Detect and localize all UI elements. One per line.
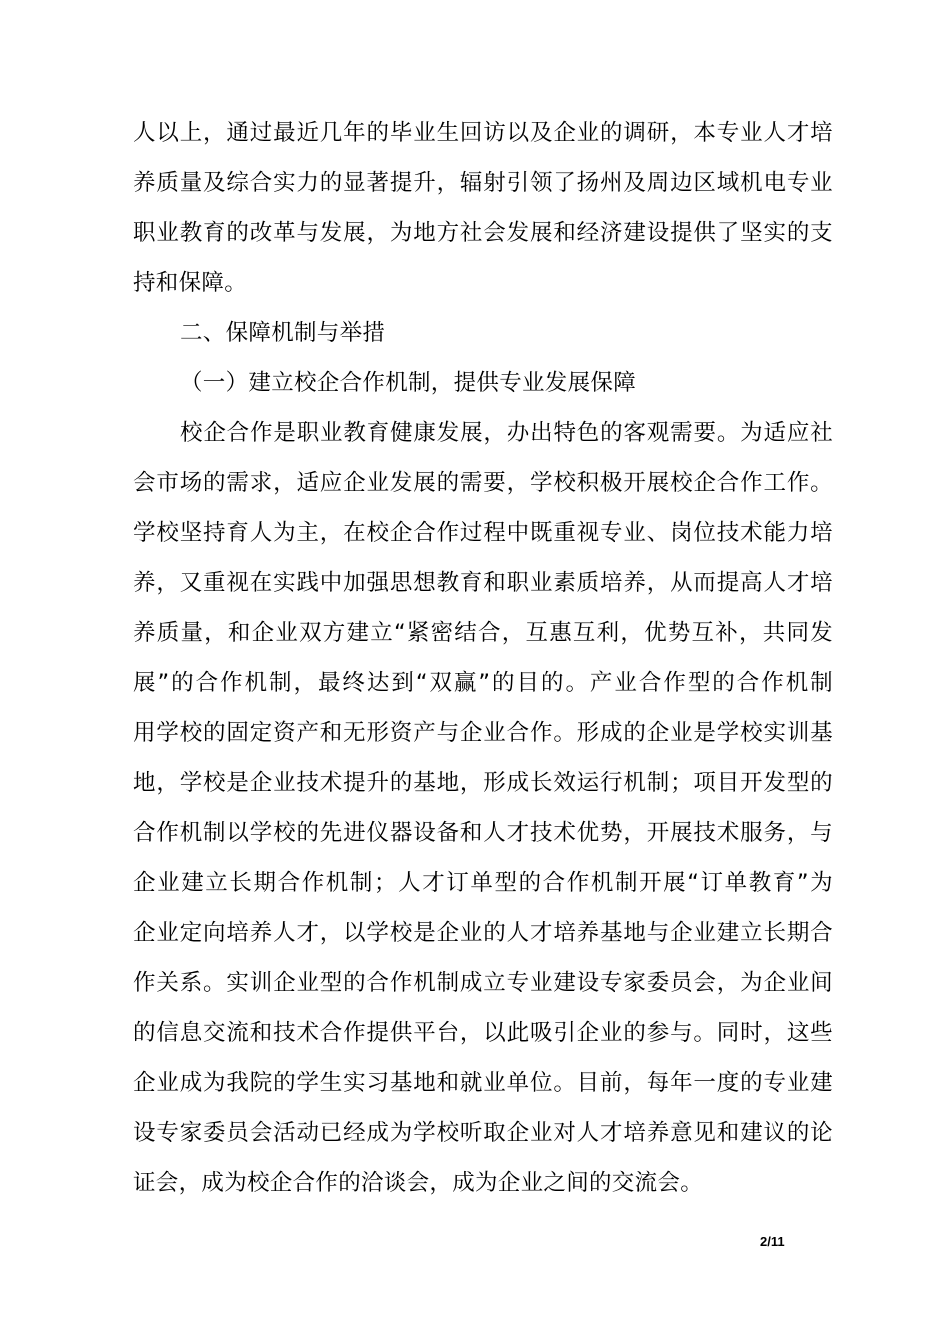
section-heading: 二、保障机制与举措 bbox=[180, 320, 386, 346]
paragraph-line: 企业定向培养人才，以学校是企业的人才培养基地与企业建立长期合 bbox=[133, 920, 833, 946]
paragraph-line: 合作机制以学校的先进仪器设备和人才技术优势，开展技术服务，与 bbox=[133, 820, 833, 846]
paragraph-line: 人以上，通过最近几年的毕业生回访以及企业的调研，本专业人才培 bbox=[133, 120, 833, 146]
paragraph-line: 养，又重视在实践中加强思想教育和职业素质培养，从而提高人才培 bbox=[133, 570, 833, 596]
paragraph-line: 会市场的需求，适应企业发展的需要，学校积极开展校企合作工作。 bbox=[133, 470, 833, 496]
paragraph-line: 持和保障。 bbox=[133, 270, 248, 296]
paragraph-line: 职业教育的改革与发展，为地方社会发展和经济建设提供了坚实的支 bbox=[133, 220, 833, 246]
paragraph-line: 设专家委员会活动已经成为学校听取企业对人才培养意见和建议的论 bbox=[133, 1120, 833, 1146]
subsection-heading: （一）建立校企合作机制，提供专业发展保障 bbox=[180, 370, 637, 396]
paragraph-line: 地，学校是企业技术提升的基地，形成长效运行机制；项目开发型的 bbox=[133, 770, 833, 796]
paragraph-line: 用学校的固定资产和无形资产与企业合作。形成的企业是学校实训基 bbox=[133, 720, 833, 746]
paragraph-line: 校企合作是职业教育健康发展，办出特色的客观需要。为适应社 bbox=[180, 420, 833, 446]
paragraph-line: 作关系。实训企业型的合作机制成立专业建设专家委员会，为企业间 bbox=[133, 970, 833, 996]
paragraph-line: 企业建立长期合作机制；人才订单型的合作机制开展“订单教育”为 bbox=[133, 870, 833, 896]
paragraph-line: 学校坚持育人为主，在校企合作过程中既重视专业、岗位技术能力培 bbox=[133, 520, 833, 546]
paragraph-line: 养质量及综合实力的显著提升，辐射引领了扬州及周边区域机电专业 bbox=[133, 170, 833, 196]
paragraph-line: 展”的合作机制，最终达到“双赢”的目的。产业合作型的合作机制 bbox=[133, 670, 833, 696]
paragraph-line: 的信息交流和技术合作提供平台，以此吸引企业的参与。同时，这些 bbox=[133, 1020, 833, 1046]
paragraph-line: 证会，成为校企合作的洽谈会，成为企业之间的交流会。 bbox=[133, 1170, 704, 1196]
paragraph-line: 企业成为我院的学生实习基地和就业单位。目前，每年一度的专业建 bbox=[133, 1070, 833, 1096]
paragraph-line: 养质量，和企业双方建立“紧密结合，互惠互利，优势互补，共同发 bbox=[133, 620, 833, 646]
page-number: 2/11 bbox=[760, 1234, 785, 1249]
